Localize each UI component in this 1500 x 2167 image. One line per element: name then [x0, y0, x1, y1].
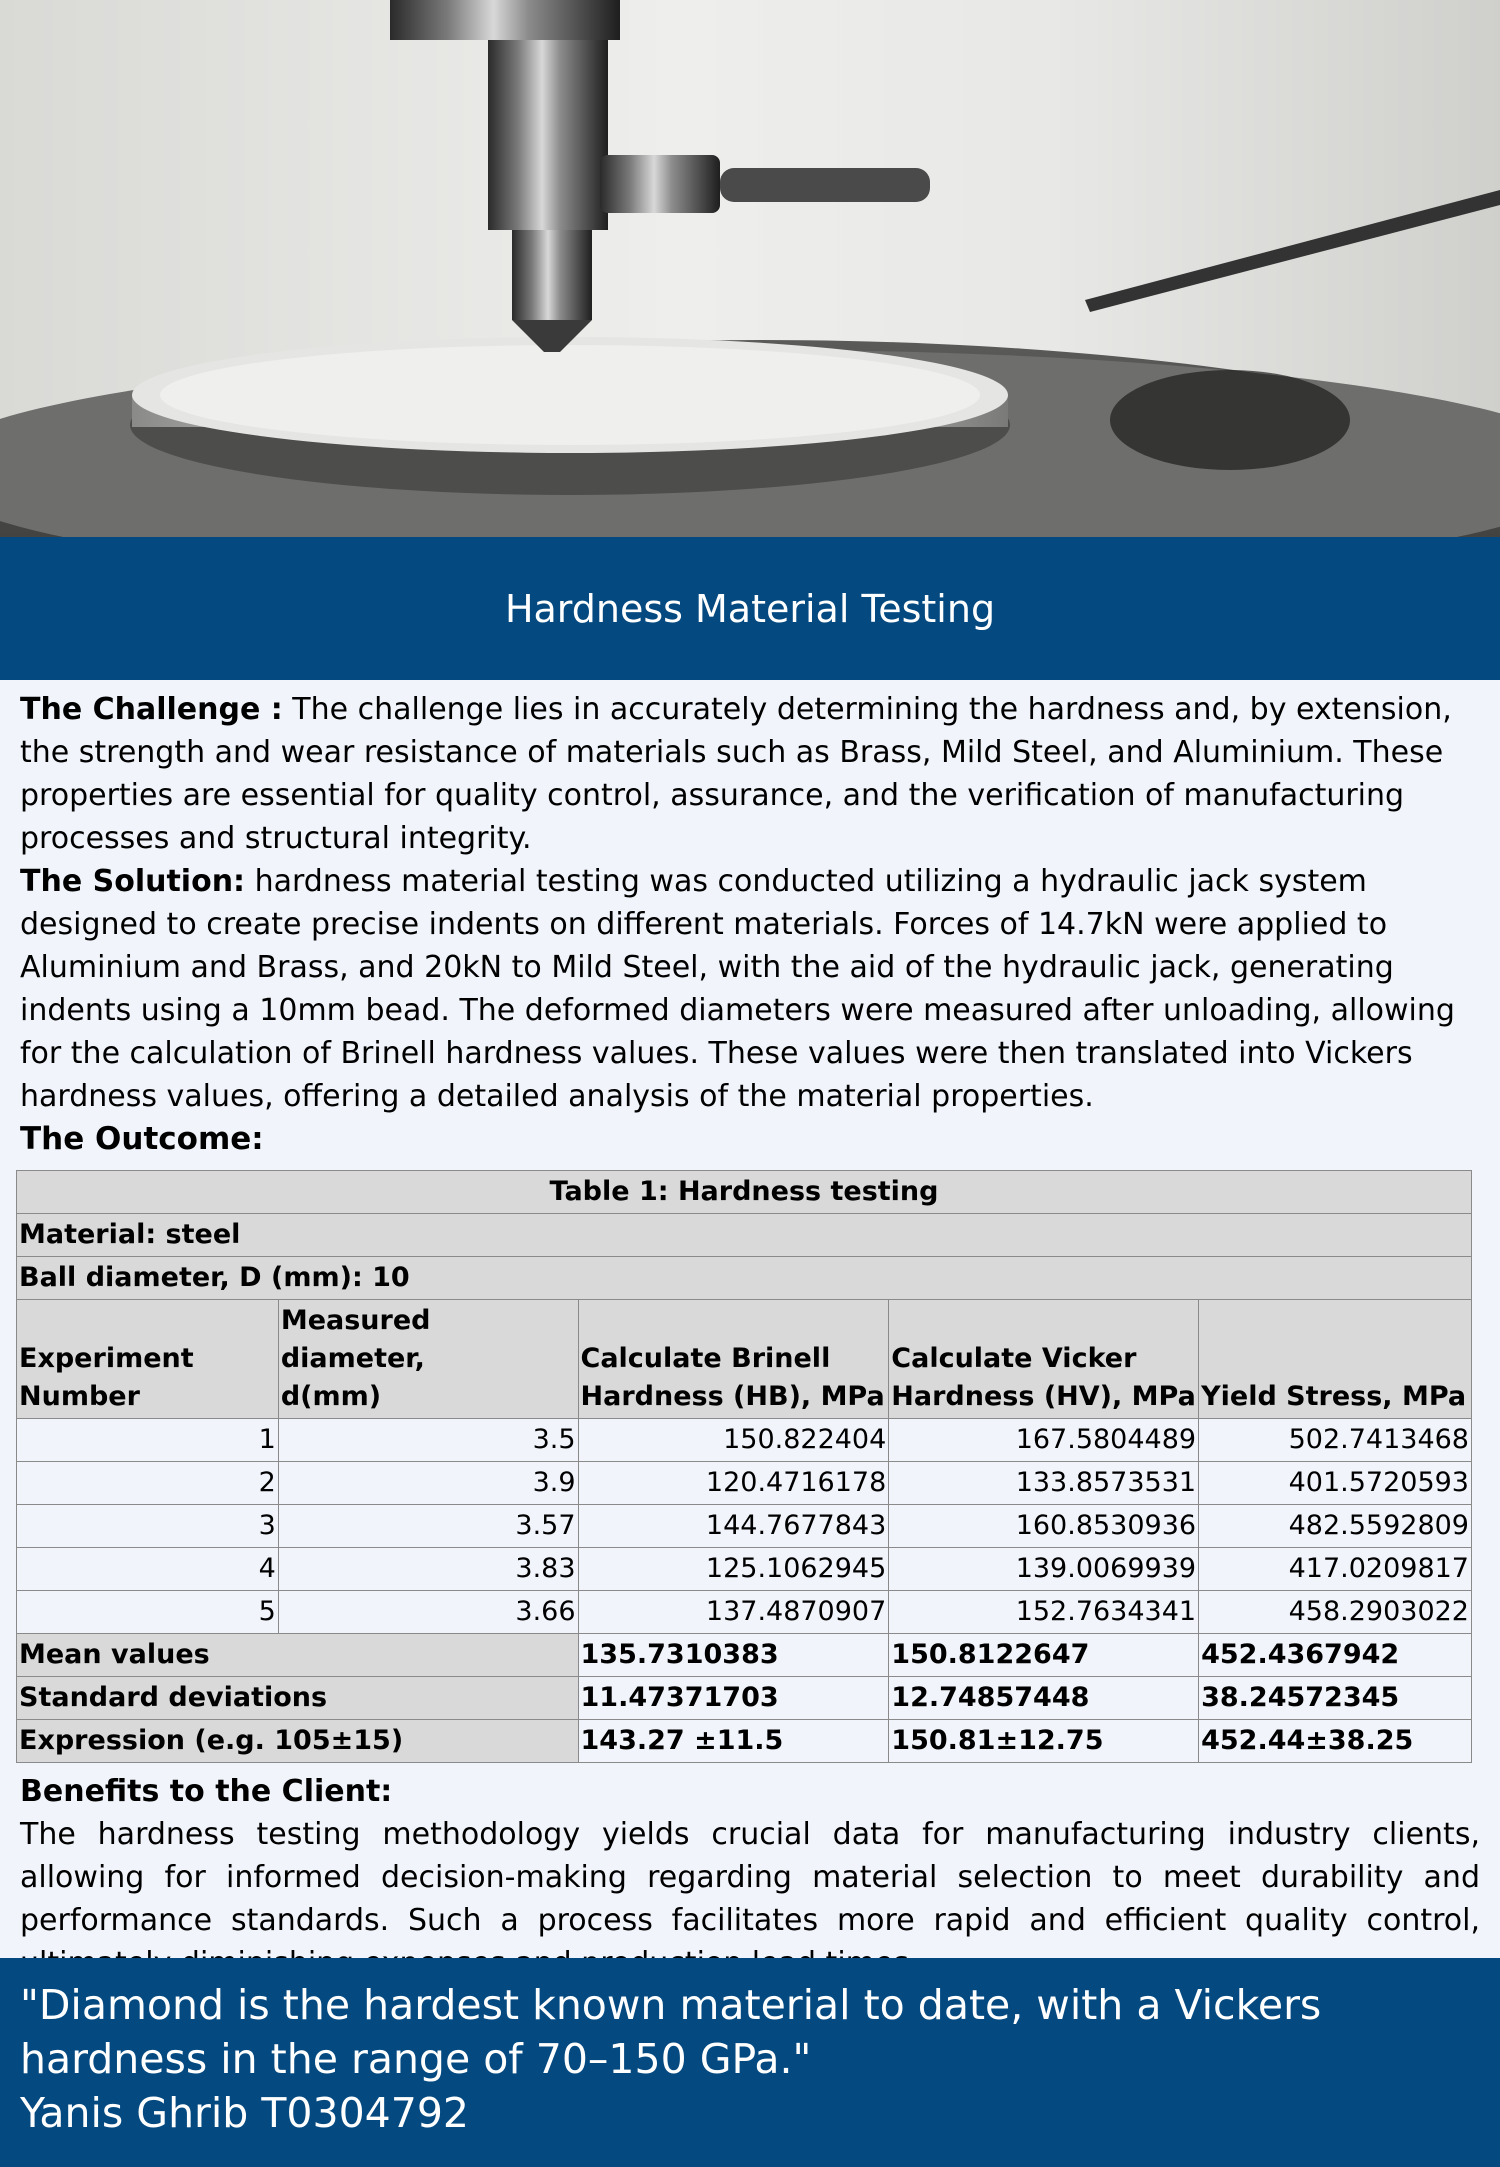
- challenge-paragraph: [20, 688, 1480, 860]
- header-brinell: Calculate Brinell Hardness (HB), MPa: [578, 1300, 889, 1419]
- cell-yield: 401.5720593: [1199, 1462, 1472, 1505]
- cell-vickers: 133.8573531: [889, 1462, 1199, 1505]
- table-row: [17, 1419, 1472, 1462]
- table-ball-diameter: Ball diameter, D (mm): 10: [17, 1257, 1472, 1300]
- title-banner: [0, 537, 1500, 680]
- std-vickers: 12.74857448: [889, 1677, 1199, 1720]
- cell-diameter: 3.66: [278, 1591, 578, 1634]
- table-row: [17, 1548, 1472, 1591]
- cell-brinell: 125.1062945: [578, 1548, 889, 1591]
- benefits-heading: Benefits to the Client:: [20, 1774, 393, 1809]
- cell-vickers: 167.5804489: [889, 1419, 1199, 1462]
- mean-yield: 452.4367942: [1199, 1634, 1472, 1677]
- table-row: [17, 1462, 1472, 1505]
- cell-experiment: 1: [17, 1419, 279, 1462]
- cell-vickers: 160.8530936: [889, 1505, 1199, 1548]
- cell-experiment: 2: [17, 1462, 279, 1505]
- table-row: [17, 1591, 1472, 1634]
- std-label: Standard deviations: [17, 1677, 579, 1720]
- std-yield: 38.24572345: [1199, 1677, 1472, 1720]
- expression-yield: 452.44±38.25: [1199, 1720, 1472, 1763]
- footer-author: Yanis Ghrib T0304792: [20, 2089, 469, 2137]
- cell-experiment: 5: [17, 1591, 279, 1634]
- solution-text: hardness material testing was conducted utilizing a hydraulic jack system designed to create precise indents on different materials. Forces of 14.7kN were applied to Aluminium and Brass, and 20kN to Mild Steel, with the aid of the hydraulic jack, generating indents using a 10mm bead. The deformed diameters were measured after unloading, allowing for the calculation of Brinell hardness values. These values were then translated into Vickers hardness values, offering a detailed analysis of the material properties.: [20, 864, 1455, 1114]
- expression-vickers: 150.81±12.75: [889, 1720, 1199, 1763]
- header-experiment: Experiment Number: [17, 1300, 279, 1419]
- std-brinell: 11.47371703: [578, 1677, 889, 1720]
- table-row: [17, 1505, 1472, 1548]
- benefits-paragraph: The hardness testing methodology yields crucial data for manufacturing industry clients, allowing for informed decision-making regarding material selection to meet durability and performance standards. Such a process facilitates more rapid and efficient quality control,: [20, 1817, 1480, 1938]
- solution-label: The Solution:: [20, 864, 246, 899]
- content: [0, 680, 1500, 1985]
- challenge-label: The Challenge :: [20, 692, 283, 727]
- outcome-heading: The Outcome:: [20, 1121, 264, 1157]
- cell-yield: 458.2903022: [1199, 1591, 1472, 1634]
- mean-brinell: 135.7310383: [578, 1634, 889, 1677]
- cell-diameter: 3.9: [278, 1462, 578, 1505]
- cell-yield: 482.5592809: [1199, 1505, 1472, 1548]
- solution-paragraph: [20, 860, 1480, 1118]
- cell-experiment: 3: [17, 1505, 279, 1548]
- footer-banner: [0, 1958, 1500, 2167]
- mean-vickers: 150.8122647: [889, 1634, 1199, 1677]
- cell-brinell: 144.7677843: [578, 1505, 889, 1548]
- page-title: Hardness Material Testing: [504, 586, 996, 631]
- header-vickers: Calculate Vicker Hardness (HV), MPa: [889, 1300, 1199, 1419]
- cell-diameter: 3.5: [278, 1419, 578, 1462]
- challenge-text: The challenge lies in accurately determining the hardness and, by extension, the strength and wear resistance of materials such as Brass, Mild Steel, and Aluminium. These properties are essential for quality control, assurance, and the verification of manufacturing processes and structural integrity.: [20, 692, 1452, 856]
- cell-yield: 502.7413468: [1199, 1419, 1472, 1462]
- footer-quote: "Diamond is the hardest known material to date, with a Vickers hardness in the range of 70–150 GPa.": [20, 1981, 1322, 2083]
- header-measured-diameter: Measured diameter, d(mm): [278, 1300, 578, 1419]
- table-title: Table 1: Hardness testing: [17, 1171, 1472, 1214]
- cell-experiment: 4: [17, 1548, 279, 1591]
- cell-diameter: 3.83: [278, 1548, 578, 1591]
- mean-label: Mean values: [17, 1634, 579, 1677]
- hardness-table: [16, 1170, 1472, 1763]
- table-header-row: [17, 1300, 1472, 1419]
- expression-row: [17, 1720, 1472, 1763]
- cell-diameter: 3.57: [278, 1505, 578, 1548]
- expression-brinell: 143.27 ±11.5: [578, 1720, 889, 1763]
- hero-image: [0, 0, 1500, 537]
- hardness-tester-illustration: [0, 0, 1500, 537]
- cell-vickers: 152.7634341: [889, 1591, 1199, 1634]
- cell-brinell: 150.822404: [578, 1419, 889, 1462]
- table-material: Material: steel: [17, 1214, 1472, 1257]
- cell-vickers: 139.0069939: [889, 1548, 1199, 1591]
- header-yield-stress: Yield Stress, MPa: [1199, 1300, 1472, 1419]
- std-row: [17, 1677, 1472, 1720]
- cell-brinell: 120.4716178: [578, 1462, 889, 1505]
- cell-yield: 417.0209817: [1199, 1548, 1472, 1591]
- cell-brinell: 137.4870907: [578, 1591, 889, 1634]
- mean-row: [17, 1634, 1472, 1677]
- expression-label: Expression (e.g. 105±15): [17, 1720, 579, 1763]
